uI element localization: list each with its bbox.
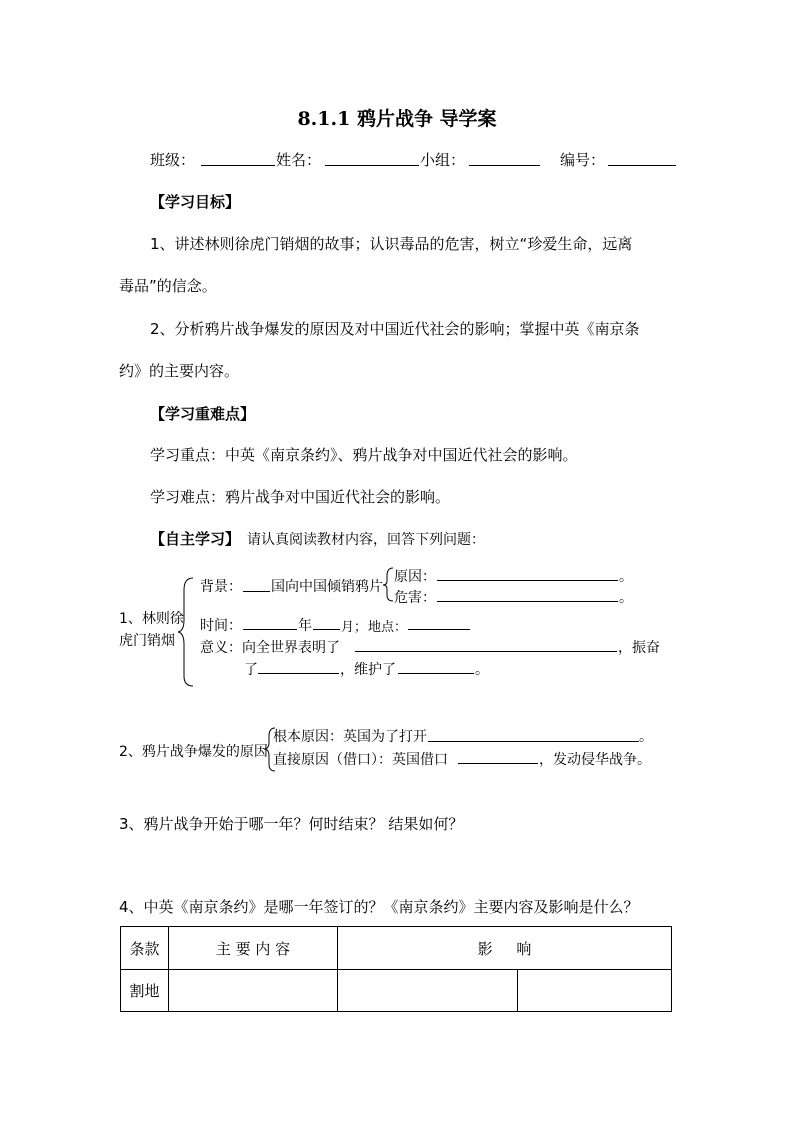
q2-root-period: 。 [639,729,653,745]
q1-background-prefix: 背景： [200,579,242,595]
q1-maintain-text: ，维护了 [340,662,396,678]
q3-text: 3、鸦片战争开始于哪一年？何时结束？ 结果如何？ [119,815,464,833]
header-clause: 条款 [121,927,169,970]
q4-text: 4、中英《南京条约》是哪一年签订的？《南京条约》主要内容及影响是什么？ [119,898,639,916]
goal-2-line-1: 2、分析鸦片战争爆发的原因及对中国近代社会的影响；掌握中英《南京条 [150,320,640,338]
q2-root-blank[interactable] [428,741,639,742]
q1-background-suffix: 国向中国倾销鸦片 [271,579,383,595]
key-difficulty: 学习难点：鸦片战争对中国近代社会的影响。 [150,488,451,506]
q1-harm-blank[interactable] [437,601,618,602]
q2-direct-blank[interactable] [458,763,538,764]
q2-direct-suffix: ，发动侵华战争。 [539,752,651,768]
key-points-heading: 【学习重难点】 [150,405,256,423]
q1-inspire-blank[interactable] [258,673,339,674]
group-field[interactable] [469,165,540,166]
q1-place-label: 地点： [368,620,408,635]
self-study-heading: 【自主学习】 [150,530,241,548]
row-impact-cell-2[interactable] [518,970,672,1012]
q1-end-period: 。 [475,662,489,678]
q2-direct-cause: 直接原因（借口）：英国借口 [273,752,448,768]
name-field[interactable] [325,165,419,166]
q1-harm-period: 。 [619,590,633,606]
row-impact-cell-1[interactable] [338,970,518,1012]
q1-time-label: 时间： [200,618,242,634]
class-label: 班级： [150,151,196,169]
q1-place-blank[interactable] [408,629,470,630]
q1-main-brace [178,578,193,686]
page-title: 8.1.1 鸦片战争 导学案 [297,108,497,130]
goal-1-line-1: 1、讲述林则徐虎门销烟的故事；认识毒品的危害，树立“珍爱生命，远离 [150,235,633,253]
q1-cause-period: 。 [619,569,633,585]
header-impact: 影 响 [338,927,672,970]
self-study-instruction: 请认真阅读教材内容，回答下列问题： [247,532,485,548]
treaty-table [120,926,672,1012]
q1-harm-label: 危害： [394,590,436,606]
q1-year-label: 年 [298,618,312,634]
q1-month-blank[interactable] [313,629,340,630]
header-content: 主 要 内 容 [169,927,338,970]
table-header-row [121,927,672,970]
q1-month-label: 月； [341,620,368,635]
goal-1-line-2: 毒品”的信念。 [119,277,217,295]
group-label: 小组： [420,151,466,169]
q1-inspire-text: ，振奋 [618,640,660,656]
row-content-cell[interactable] [169,970,338,1012]
q1-cause-label: 原因： [394,569,436,585]
key-focus: 学习重点：中英《南京条约》、鸦片战争对中国近代社会的影响。 [150,446,578,464]
q1-year-blank[interactable] [243,629,297,630]
q1-background-blank[interactable] [243,591,270,592]
q2-label: 2、鸦片战争爆发的原因 [119,744,268,760]
goal-2-line-2: 约》的主要内容。 [119,362,240,380]
number-field[interactable] [608,165,676,166]
q1-maintain-blank[interactable] [398,673,474,674]
goals-heading: 【学习目标】 [150,193,241,211]
row-label-cede-land: 割地 [121,970,169,1012]
table-row [121,970,672,1012]
q1-label-line-2: 虎门销烟 [119,633,175,649]
q2-root-cause: 根本原因：英国为了打开 [273,729,427,745]
q1-le-text: 了 [244,662,258,678]
q1-cause-blank[interactable] [437,580,618,581]
q1-label-line-1: 1、林则徐 [119,611,184,627]
name-label: 姓名： [276,151,322,169]
q1-sub-brace [383,568,393,601]
q1-meaning-label: 意义：向全世界表明了 [200,640,340,656]
number-label: 编号： [560,151,606,169]
class-field[interactable] [201,165,275,166]
q1-meaning-blank[interactable] [355,651,617,652]
